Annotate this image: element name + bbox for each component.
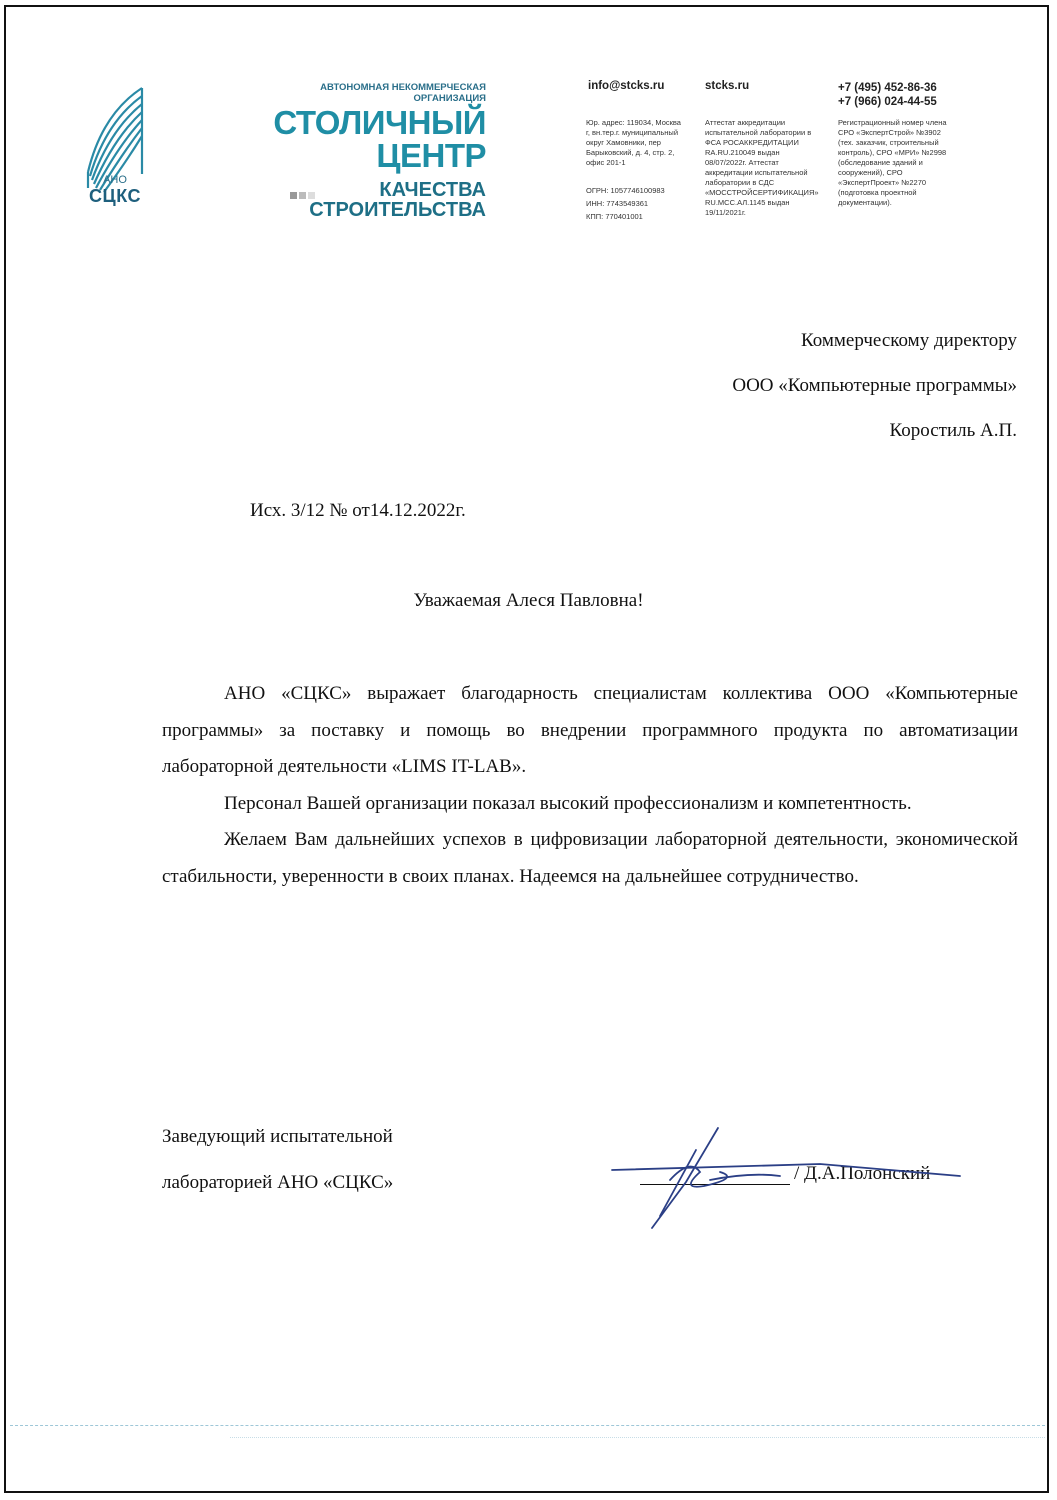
- sro-info: Регистрационный номер члена СРО «ЭкспертСтрой» №3902 (тех. заказчик, строительный контроль), СРО «МРИ» №2998 (обследование зданий и сооружений), СРО «ЭкспертПроект» №2270 (подготовка проектной документации).: [838, 118, 947, 207]
- addressee-position: Коммерческому директору: [801, 330, 1017, 351]
- contact-phones: [838, 81, 937, 109]
- greeting: Уважаемая Алеся Павловна!: [413, 590, 644, 611]
- addressee-company: ООО «Компьютерные программы»: [732, 375, 1017, 396]
- signatory-name: / Д.А.Полонский: [794, 1163, 931, 1184]
- org-name-line-2: ЦЕНТР: [376, 137, 486, 174]
- ogrn: ОГРН: 1057746100983: [586, 186, 665, 195]
- phone-1: +7 (495) 452-86-36: [838, 82, 937, 94]
- addressee-name: Коростиль А.П.: [889, 420, 1017, 441]
- contact-website[interactable]: stcks.ru: [705, 80, 750, 92]
- outgoing-reference: Исх. 3/12 № от14.12.2022г.: [250, 500, 466, 521]
- signatory-position-line-1: Заведующий испытательной: [162, 1126, 393, 1147]
- body-paragraph-1: АНО «СЦКС» выражает благодарность специалистам коллектива ООО «Компьютерные программы» за поставку и помощь во внедрении программного продукта по автоматизации лабораторной деятельности «LIMS IT-LAB».: [162, 683, 1018, 777]
- footer-rule: [10, 1425, 1045, 1426]
- signatory-position-line-2: лабораторией АНО «СЦКС»: [162, 1172, 394, 1193]
- phone-2: +7 (966) 024-44-55: [838, 96, 937, 108]
- organization-type: АВТОНОМНАЯ НЕКОММЕРЧЕСКАЯ ОРГАНИЗАЦИЯ: [320, 82, 486, 104]
- accreditation-info: Аттестат аккредитации испытательной лаборатории в ФСА РОСАККРЕДИТАЦИИ RA.RU.210049 выдан 08/07/2022г. Аттестат аккредитации испытательной лаборатории в СДС «МОССТРОЙСЕРТИФИКАЦИЯ» RU.МСС.АЛ.1145 выдан 19/11/2021г.: [705, 118, 819, 217]
- org-name-line-3: КАЧЕСТВА: [379, 179, 486, 201]
- handwritten-signature-icon: [600, 1120, 980, 1240]
- kpp: КПП: 770401001: [586, 212, 643, 221]
- decorative-squares: [290, 186, 317, 204]
- logo-abbreviation: СЦКС: [89, 186, 141, 206]
- organization-name: [230, 106, 486, 220]
- footer-rule-secondary: [230, 1437, 1045, 1438]
- body-paragraph-3: Желаем Вам дальнейших успехов в цифровизации лабораторной деятельности, экономической стабильности, уверенности в своих планах. Надеемся на дальнейшее сотрудничество.: [162, 829, 1018, 887]
- addressee-block: [732, 318, 1017, 453]
- org-name-line-4: СТРОИТЕЛЬСТВА: [309, 199, 486, 221]
- org-name-line-1: СТОЛИЧНЫЙ: [273, 104, 486, 141]
- logo-ano-label: АНО: [103, 174, 127, 186]
- contact-email[interactable]: info@stcks.ru: [588, 80, 665, 92]
- inn: ИНН: 7743549361: [586, 199, 649, 208]
- body-paragraph-2: Персонал Вашей организации показал высокий профессионализм и компетентность.: [224, 792, 912, 814]
- registration-numbers: [586, 186, 696, 222]
- signatory-position: [162, 1114, 393, 1206]
- legal-address: Юр. адрес: 119034, Москва г, вн.тер.г. муниципальный округ Хамовники, пер Барыковский, д. 4, стр. 2, офис 201-1: [586, 118, 681, 167]
- letter-body: [162, 676, 1018, 895]
